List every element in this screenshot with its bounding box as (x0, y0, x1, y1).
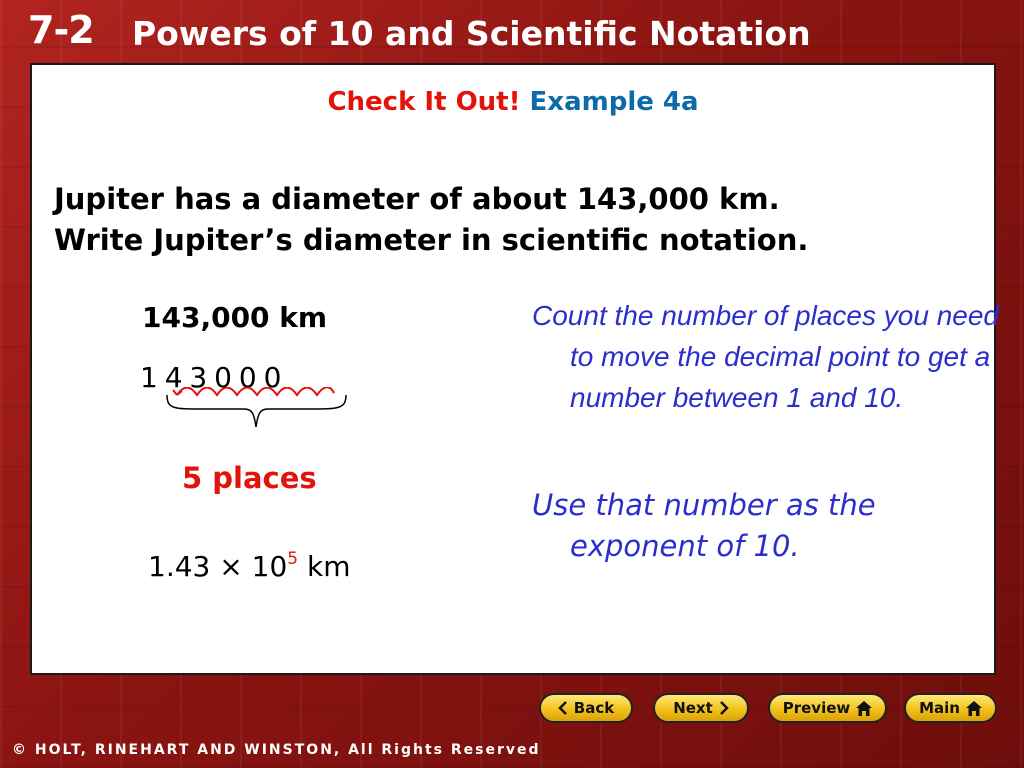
lesson-number: 7-2 (28, 8, 94, 52)
chevron-right-icon (719, 701, 729, 715)
hop-arrows-icon (177, 387, 334, 395)
example-label: Example 4a (529, 87, 699, 117)
problem-statement (54, 179, 974, 261)
result-unit: km (307, 550, 351, 583)
result-coefficient: 1.43 (148, 550, 211, 583)
tip-use-exponent: Use that number as the exponent of 10. (532, 488, 876, 563)
preview-button-label: Preview (782, 699, 851, 717)
preview-button[interactable] (768, 693, 887, 723)
result-exponent: 5 (287, 549, 299, 569)
next-button[interactable] (653, 693, 749, 723)
check-it-out-label: Check It Out! (327, 87, 521, 117)
places-count: 5 places (182, 461, 317, 495)
problem-line-2: Write Jupiter’s diameter in scientific notation. (54, 223, 809, 257)
home-icon (856, 701, 872, 716)
tip-count-places: Count the number of places you need to move the decimal point to get a number between 1 and 10. (532, 300, 999, 413)
chevron-left-icon (558, 701, 568, 715)
main-button[interactable] (904, 693, 997, 723)
main-button-label: Main (919, 699, 960, 717)
slide-content-panel (30, 63, 999, 675)
number-label: 143,000 km (142, 301, 328, 334)
problem-line-1: Jupiter has a diameter of about 143,000 km. (54, 182, 780, 216)
decimal-move-brace (162, 387, 352, 437)
curly-brace-icon (167, 395, 346, 427)
back-button[interactable] (539, 693, 633, 723)
next-button-label: Next (673, 699, 713, 717)
digit-sequence: 1 4 3 0 0 0 (140, 361, 282, 394)
title-bar (0, 0, 1024, 64)
home-icon (966, 701, 982, 716)
scientific-notation-result (148, 549, 351, 583)
copyright-footer: © HOLT, RINEHART AND WINSTON, All Rights Reserved (12, 742, 541, 758)
result-base: 10 (251, 550, 288, 583)
slide-title: Powers of 10 and Scientific Notation (132, 14, 811, 53)
back-button-label: Back (573, 699, 615, 717)
example-heading (32, 87, 994, 117)
times-symbol: × (219, 550, 243, 583)
